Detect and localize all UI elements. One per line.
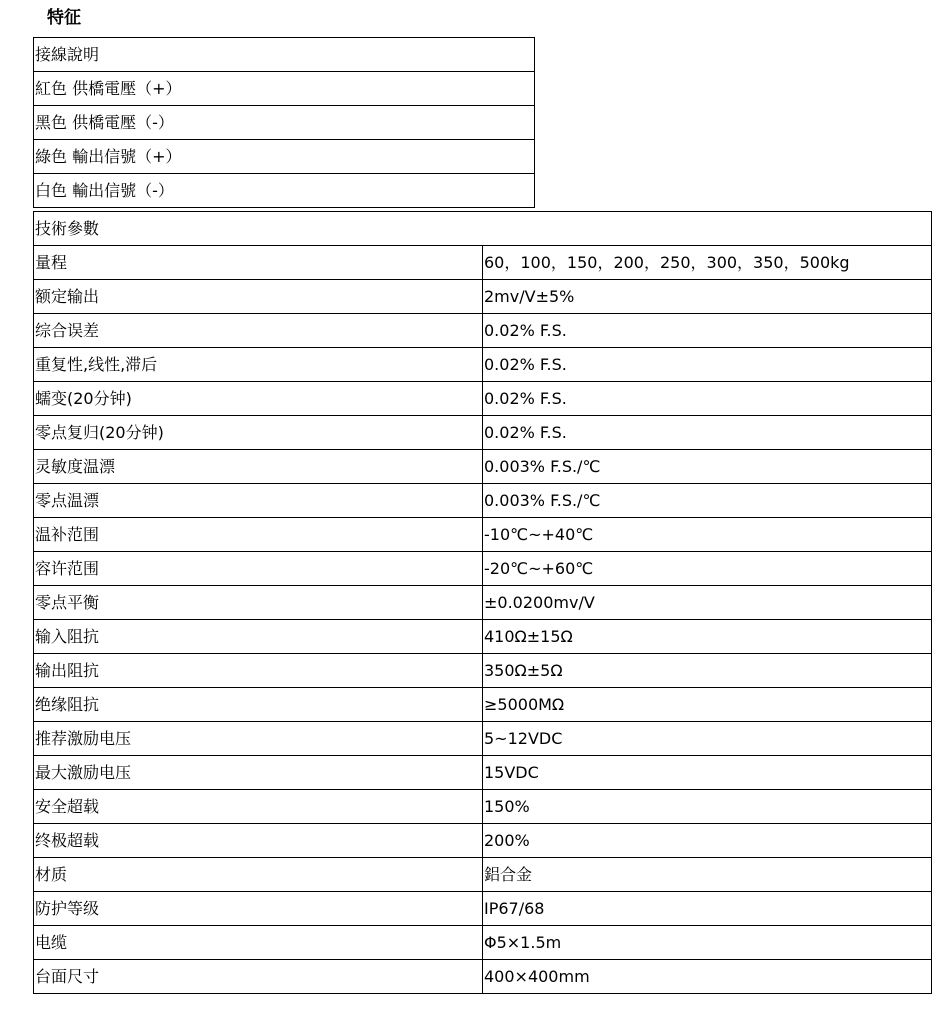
- spec-label: 重复性,线性,滞后: [34, 348, 483, 382]
- spec-label: 综合误差: [34, 314, 483, 348]
- table-row: [34, 858, 932, 892]
- wiring-header-cell: 接線說明: [34, 38, 535, 72]
- table-row: [34, 484, 932, 518]
- table-row: [34, 824, 932, 858]
- table-row: [34, 620, 932, 654]
- spec-value: Φ5×1.5m: [483, 926, 932, 960]
- table-row: [34, 38, 535, 72]
- specs-table: [33, 211, 932, 994]
- table-row: [34, 552, 932, 586]
- spec-label: 安全超载: [34, 790, 483, 824]
- spec-label: 零点复归(20分钟): [34, 416, 483, 450]
- table-row: [34, 926, 932, 960]
- spec-value: 0.003% F.S./℃: [483, 450, 932, 484]
- spec-label: 材质: [34, 858, 483, 892]
- section-title: 特征: [47, 8, 81, 28]
- spec-value: 0.02% F.S.: [483, 416, 932, 450]
- table-row: [34, 348, 932, 382]
- table-row: [34, 280, 932, 314]
- table-row: [34, 688, 932, 722]
- table-row: [34, 892, 932, 926]
- spec-label: 最大激励电压: [34, 756, 483, 790]
- spec-label: 推荐激励电压: [34, 722, 483, 756]
- table-row: [34, 960, 932, 994]
- spec-value: 0.02% F.S.: [483, 348, 932, 382]
- wiring-cell: 白色 輸出信號（-）: [34, 174, 535, 208]
- spec-label: 终极超载: [34, 824, 483, 858]
- spec-value: 410Ω±15Ω: [483, 620, 932, 654]
- spec-label: 输出阻抗: [34, 654, 483, 688]
- spec-value: 0.003% F.S./℃: [483, 484, 932, 518]
- table-row: [34, 450, 932, 484]
- spec-label: 零点平衡: [34, 586, 483, 620]
- spec-value: 2mv/V±5%: [483, 280, 932, 314]
- spec-value: 鋁合金: [483, 858, 932, 892]
- spec-value: -10℃~+40℃: [483, 518, 932, 552]
- spec-value: 150%: [483, 790, 932, 824]
- spec-value: 15VDC: [483, 756, 932, 790]
- spec-label: 温补范围: [34, 518, 483, 552]
- spec-label: 零点温漂: [34, 484, 483, 518]
- table-row: [34, 416, 932, 450]
- table-row: [34, 722, 932, 756]
- spec-label: 量程: [34, 246, 483, 280]
- table-row: [34, 246, 932, 280]
- spec-label: 蠕变(20分钟): [34, 382, 483, 416]
- spec-label: 电缆: [34, 926, 483, 960]
- spec-label: 防护等级: [34, 892, 483, 926]
- spec-value: 0.02% F.S.: [483, 382, 932, 416]
- specs-header-cell: 技術參數: [34, 212, 932, 246]
- wiring-cell: 綠色 輸出信號（+）: [34, 140, 535, 174]
- table-row: [34, 382, 932, 416]
- spec-value: 0.02% F.S.: [483, 314, 932, 348]
- spec-label: 额定输出: [34, 280, 483, 314]
- spec-value: 60，100，150，200，250，300，350，500kg: [483, 246, 932, 280]
- table-row: [34, 106, 535, 140]
- table-row: [34, 756, 932, 790]
- spec-label: 容许范围: [34, 552, 483, 586]
- table-row: [34, 72, 535, 106]
- spec-label: 绝缘阻抗: [34, 688, 483, 722]
- table-row: [34, 790, 932, 824]
- spec-value: IP67/68: [483, 892, 932, 926]
- spec-label: 输入阻抗: [34, 620, 483, 654]
- table-row: [34, 140, 535, 174]
- table-row: [34, 212, 932, 246]
- table-row: [34, 314, 932, 348]
- spec-value: ≥5000MΩ: [483, 688, 932, 722]
- table-row: [34, 174, 535, 208]
- wiring-table: [33, 37, 535, 208]
- spec-value: -20℃~+60℃: [483, 552, 932, 586]
- table-row: [34, 586, 932, 620]
- spec-value: 200%: [483, 824, 932, 858]
- wiring-cell: 黑色 供橋電壓（-）: [34, 106, 535, 140]
- spec-value: 350Ω±5Ω: [483, 654, 932, 688]
- spec-value: 5~12VDC: [483, 722, 932, 756]
- table-row: [34, 654, 932, 688]
- spec-label: 台面尺寸: [34, 960, 483, 994]
- table-row: [34, 518, 932, 552]
- spec-value: ±0.0200mv/V: [483, 586, 932, 620]
- spec-value: 400×400mm: [483, 960, 932, 994]
- wiring-cell: 紅色 供橋電壓（+）: [34, 72, 535, 106]
- spec-label: 灵敏度温漂: [34, 450, 483, 484]
